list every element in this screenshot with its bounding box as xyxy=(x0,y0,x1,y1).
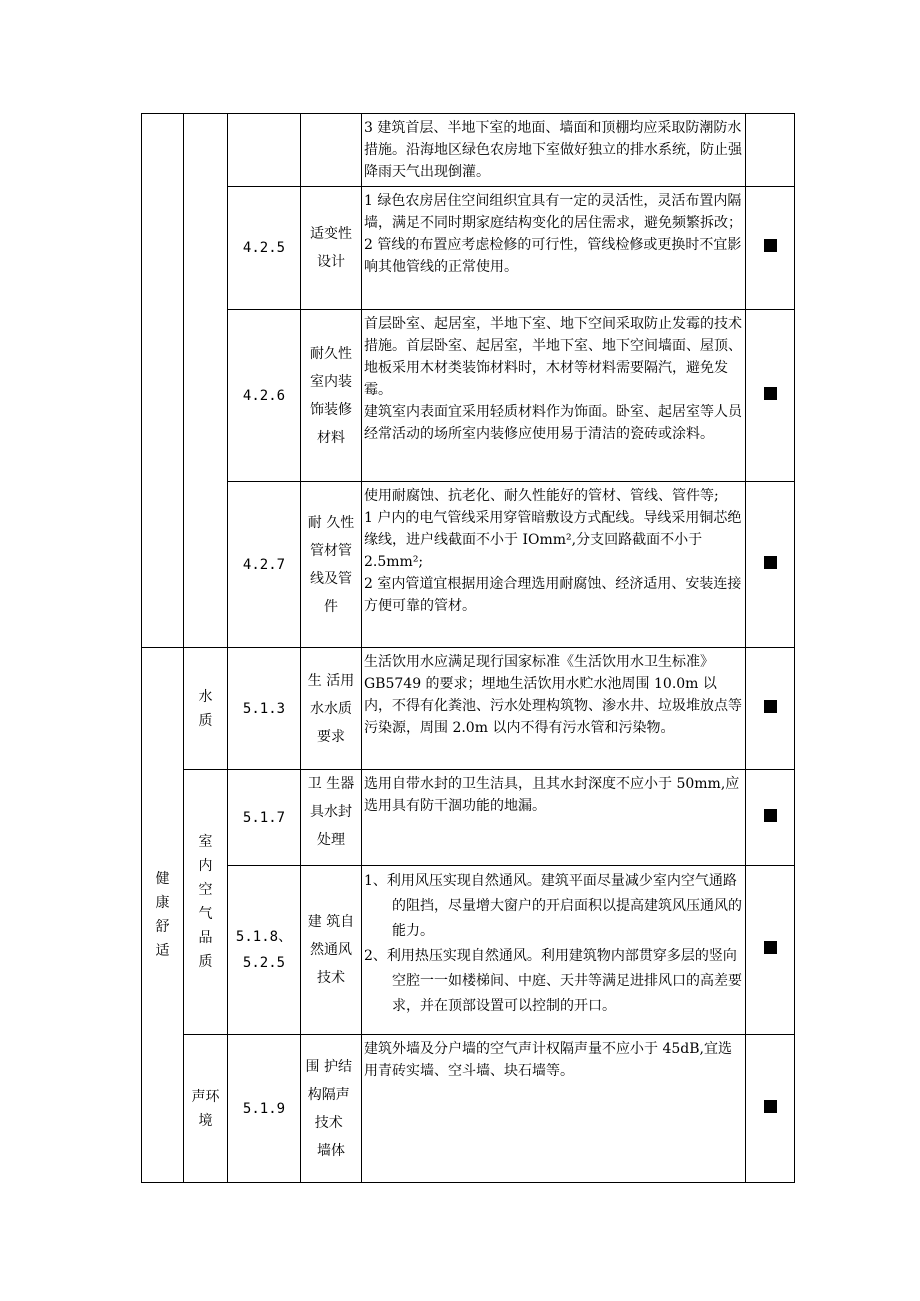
clause-number: 4.2.7 xyxy=(228,482,301,648)
requirement-text xyxy=(362,648,746,770)
requirement-paragraph: 3 建筑首层、半地下室的地面、墙面和顶棚均应采取防潮防水措施。沿海地区绿色农房地下室做好独立的排水系统，防止强降雨天气出现倒灌。 xyxy=(364,120,742,180)
table-row xyxy=(142,866,795,1035)
item-name: 建 筑自然通风技术 xyxy=(301,866,362,1035)
requirement-paragraph: 1、利用风压实现自然通风。建筑平面尽量减少室内空气通路的阻挡，尽量增大窗户的开启面积以提高建筑风压通风的能力。 xyxy=(364,873,742,939)
clause-number: 4.2.5 xyxy=(228,187,301,310)
subcategory-label: 水质 xyxy=(198,688,213,729)
requirement-text xyxy=(362,770,746,866)
clause-number xyxy=(228,114,301,187)
mark-cell xyxy=(746,648,795,770)
item-name: 耐 久性管材管线及管件 xyxy=(301,482,362,648)
mark-cell xyxy=(746,1035,795,1183)
table-row xyxy=(142,770,795,866)
clause-number: 5.1.3 xyxy=(228,648,301,770)
requirement-paragraph: 选用自带水封的卫生洁具，且其水封深度不应小于 50mm,应选用具有防干涸功能的地漏。 xyxy=(364,776,740,814)
category-label: 健康舒适 xyxy=(155,871,170,959)
item-name xyxy=(301,114,362,187)
requirement-paragraph: 使用耐腐蚀、抗老化、耐久性能好的管材、管线、管件等; xyxy=(364,488,719,504)
subcategory-label: 室内空气品质 xyxy=(198,834,213,970)
mark-cell xyxy=(746,866,795,1035)
category-cell xyxy=(142,648,184,1183)
item-name: 适变性设计 xyxy=(301,187,362,310)
category-cell-empty xyxy=(142,114,184,648)
requirement-paragraph: 1 绿色农房居住空间组织宜具有一定的灵活性，灵活布置内隔墙，满足不同时期家庭结构变化的居住需求，避免频繁拆改； xyxy=(364,193,742,231)
table-row xyxy=(142,187,795,310)
table-row xyxy=(142,1035,795,1183)
mark-cell xyxy=(746,187,795,310)
mark-cell xyxy=(746,310,795,482)
clause-number: 5.1.9 xyxy=(228,1035,301,1183)
clause-number: 4.2.6 xyxy=(228,310,301,482)
mark-cell xyxy=(746,770,795,866)
requirement-paragraph: 1 户内的电气管线采用穿管暗敷设方式配线。导线采用铜芯绝缘线，进户线截面不小于 IOmm²,分支回路截面不小于2.5mm²; xyxy=(364,510,742,570)
filled-square-mark xyxy=(764,387,777,400)
requirement-text xyxy=(362,114,746,187)
table-row xyxy=(142,648,795,770)
filled-square-mark xyxy=(764,556,777,569)
requirement-paragraph: 建筑室内表面宜采用轻质材料作为饰面。卧室、起居室等人员经常活动的场所室内装修应使用易于清洁的瓷砖或涂料。 xyxy=(364,404,742,442)
filled-square-mark xyxy=(764,239,777,252)
subcategory-cell xyxy=(184,648,228,770)
requirement-paragraph: 首层卧室、起居室，半地下室、地下空间采取防止发霉的技术措施。首层卧室、起居室，半地下室、地下空间墙面、屋顶、地板采用木材类装饰材料时，木材等材料需要隔汽，避免发霉。 xyxy=(364,316,742,398)
table-row xyxy=(142,114,795,187)
subcategory-cell-empty xyxy=(184,114,228,648)
spec-table xyxy=(141,113,795,1183)
requirement-text xyxy=(362,1035,746,1183)
filled-square-mark xyxy=(764,700,777,713)
item-name: 围 护结构隔声技术 墙体 xyxy=(301,1035,362,1183)
table-row xyxy=(142,310,795,482)
table-row xyxy=(142,482,795,648)
requirement-text xyxy=(362,866,746,1035)
requirement-paragraph: 2、利用热压实现自然通风。利用建筑物内部贯穿多层的竖向空腔一一如楼梯间、中庭、天井等满足进排风口的高差要求，并在顶部设置可以控制的开口。 xyxy=(364,948,742,1014)
requirement-text xyxy=(362,482,746,648)
requirement-paragraph: 2 室内管道宜根据用途合理选用耐腐蚀、经济适用、安装连接方便可靠的管材。 xyxy=(364,576,742,614)
item-name-extra: 墙体 xyxy=(317,1142,345,1159)
subcategory-cell xyxy=(184,770,228,1035)
requirement-paragraph: 生活饮用水应满足现行国家标准《生活饮用水卫生标准》GB5749 的要求；埋地生活饮用水贮水池周围 10.0m 以内，不得有化粪池、污水处理构筑物、渗水井、垃圾堆放点等污染源，周围 2.0m 以内不得有污水管和污染物。 xyxy=(364,654,742,736)
item-name: 生 活用水水质要求 xyxy=(301,648,362,770)
mark-cell xyxy=(746,482,795,648)
subcategory-cell xyxy=(184,1035,228,1183)
subcategory-label: 声环境 xyxy=(191,1088,220,1129)
filled-square-mark xyxy=(764,809,777,822)
mark-cell xyxy=(746,114,795,187)
requirement-paragraph: 建筑外墙及分户墙的空气声计权隔声量不应小于 45dB,宜选用青砖实墙、空斗墙、块石墙等。 xyxy=(364,1041,732,1079)
item-name: 卫 生器具水封处理 xyxy=(301,770,362,866)
filled-square-mark xyxy=(764,1100,777,1113)
clause-number: 5.1.8、5.2.5 xyxy=(228,866,301,1035)
clause-number: 5.1.7 xyxy=(228,770,301,866)
filled-square-mark xyxy=(764,941,777,954)
requirement-text xyxy=(362,310,746,482)
item-name: 耐久性室内装饰装修材料 xyxy=(301,310,362,482)
requirement-paragraph: 2 管线的布置应考虑检修的可行性，管线检修或更换时不宜影响其他管线的正常使用。 xyxy=(364,237,742,275)
requirement-text xyxy=(362,187,746,310)
